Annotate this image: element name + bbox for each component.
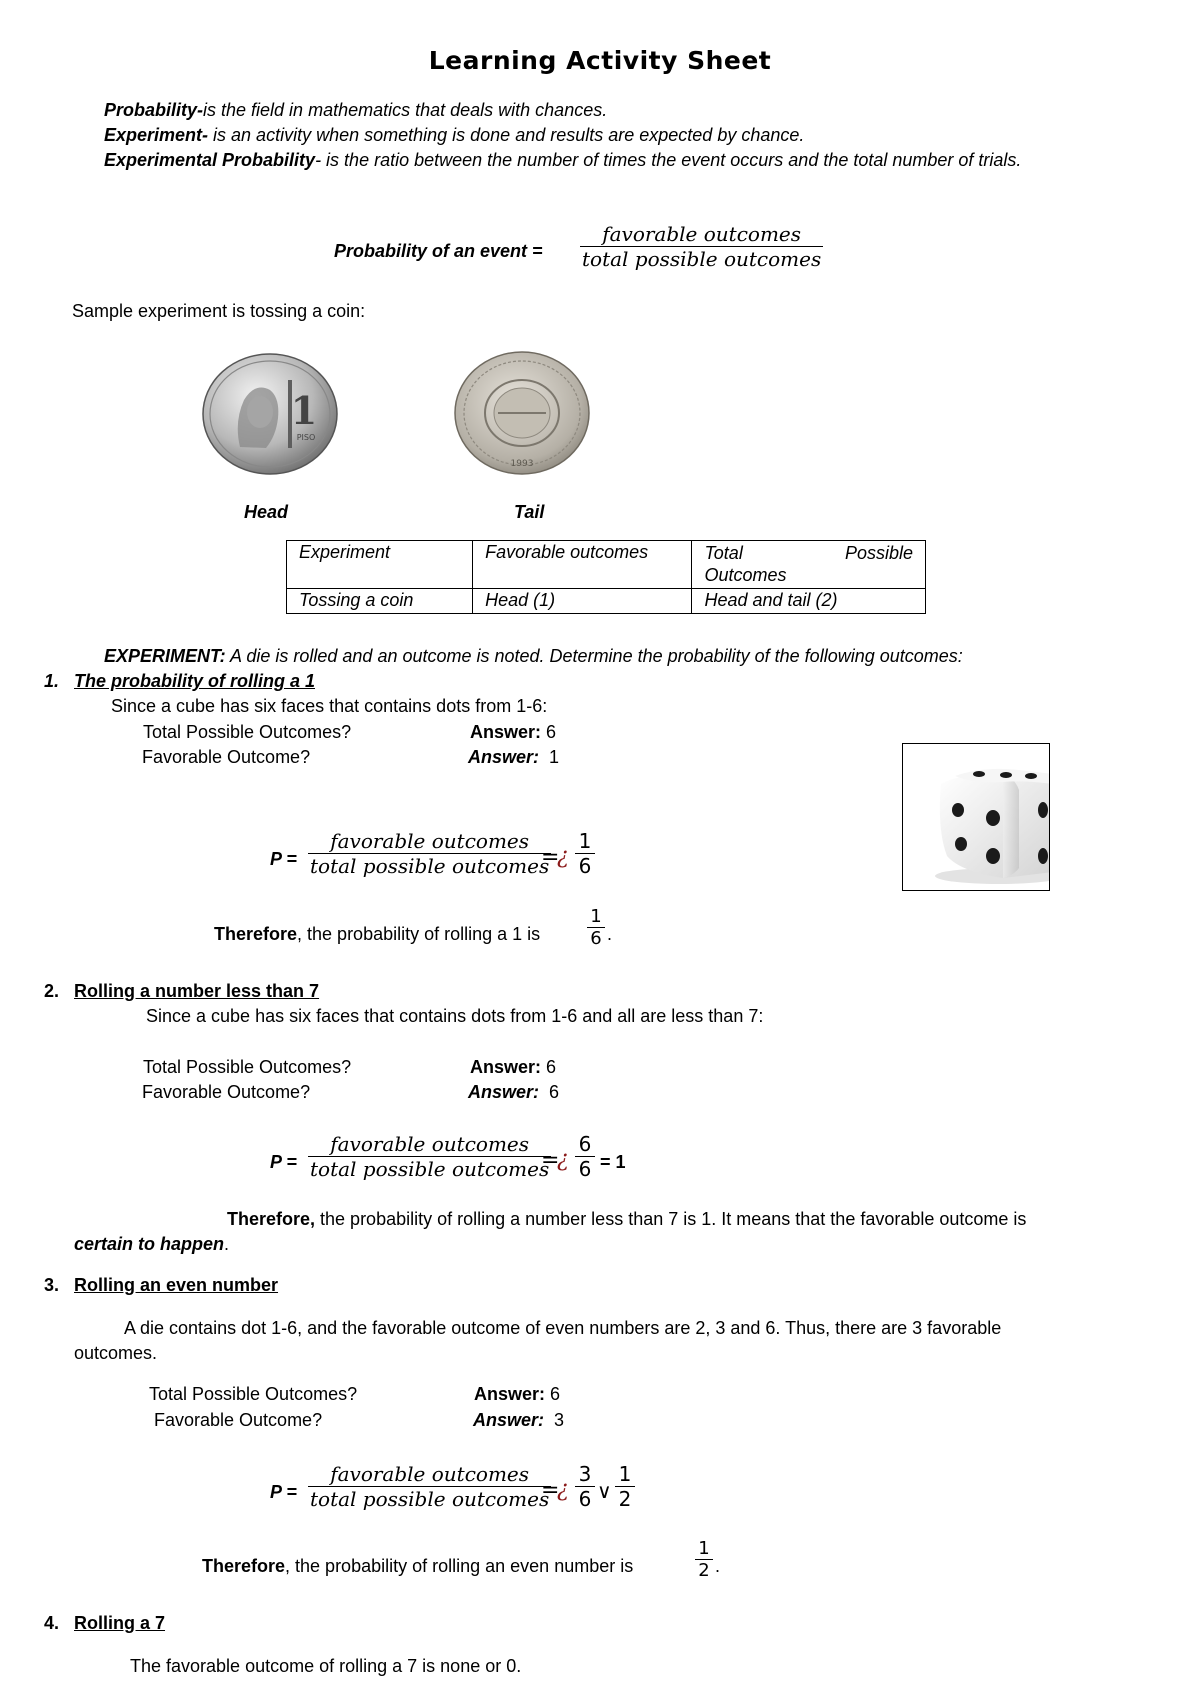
definition-experiment (104, 123, 1134, 148)
answer-favorable (468, 747, 559, 768)
equals-one: = 1 (600, 1152, 626, 1172)
or-symbol: ∨ (597, 1479, 612, 1503)
answer-label: Answer: (470, 1057, 542, 1077)
table-cell: Head (1) (473, 589, 692, 614)
fraction-denominator: 2 (618, 1487, 632, 1511)
answer-label: Answer: (468, 747, 540, 767)
conclusion-text: , the probability of rolling an even number is (285, 1556, 634, 1576)
answer-value: 6 (546, 1057, 557, 1077)
equals-sign: = (541, 1478, 560, 1503)
fraction-numerator: 3 (578, 1462, 592, 1486)
result-fraction-simplified (615, 1462, 635, 1511)
conclusion-bold: Therefore, (227, 1209, 316, 1229)
fraction-denominator: total possible outcomes (310, 1487, 550, 1511)
experiment-label: EXPERIMENT: (104, 646, 226, 666)
conclusion-bold: Therefore (202, 1556, 286, 1576)
table-cell: Tossing a coin (287, 589, 473, 614)
fraction-numerator: favorable outcomes (602, 222, 802, 246)
coin-head-value: 1 (290, 388, 318, 433)
coin-head-image (200, 352, 340, 476)
fraction-denominator: 6 (578, 1157, 592, 1181)
fraction-denominator: total possible outcomes (582, 247, 822, 271)
conclusion-text: , the probability of rolling a 1 is (297, 924, 541, 944)
definition-term: Experimental Probability (104, 150, 316, 170)
fraction-numerator: favorable outcomes (330, 1462, 530, 1486)
equals-sign: = (541, 1148, 560, 1173)
item-intro-line1: A die contains dot 1-6, and the favorable outcome of even numbers are 2, 3 and 6. Thus, there are 3 favorable (124, 1318, 1002, 1338)
main-formula-fraction (580, 222, 823, 271)
experiment-table (286, 540, 926, 614)
conclusion-text: the probability of rolling a number less than 7 is 1. It means that the favorable outcome is (315, 1209, 1027, 1229)
conclusion-emphasis: certain to happen (74, 1234, 225, 1254)
period: . (715, 1556, 721, 1576)
definition-term: Experiment- (104, 125, 209, 145)
table-cell: Head and tail (2) (692, 589, 926, 614)
coin-tail-image (452, 350, 592, 476)
answer-value: 6 (546, 722, 557, 742)
fraction-denominator: total possible outcomes (310, 1157, 550, 1181)
table-header-cell: Favorable outcomes (473, 541, 692, 589)
coin-tail-label: Tail (514, 502, 545, 522)
answer-label: Answer: (470, 722, 542, 742)
question-favorable: Favorable Outcome? (142, 1082, 311, 1102)
answer-label: Answer: (473, 1410, 545, 1430)
coin-head-label: Head (244, 502, 289, 522)
question-favorable: Favorable Outcome? (142, 747, 311, 767)
die-image (903, 744, 1049, 890)
fraction-numerator: favorable outcomes (330, 829, 530, 853)
conclusion (202, 1556, 633, 1577)
table-header-cell: Experiment (287, 541, 473, 589)
experiment-statement (104, 646, 963, 667)
header-word: Total (704, 543, 743, 563)
answer-value: 3 (554, 1410, 565, 1430)
answer-label: Answer: (468, 1082, 540, 1102)
table-row (287, 541, 926, 589)
main-formula-label: Probability of an event = (334, 241, 543, 261)
conclusion (227, 1209, 1026, 1230)
conclusion (214, 924, 540, 945)
conclusion-bold: Therefore (214, 924, 298, 944)
die-image-frame (902, 743, 1050, 891)
fraction-numerator: 1 (618, 1462, 632, 1486)
answer-value: 6 (550, 1384, 561, 1404)
definition-experimental-probability (104, 148, 1134, 173)
header-word: Outcomes (704, 565, 787, 585)
answer-favorable (468, 1082, 559, 1103)
page-title: Learning Activity Sheet (428, 46, 772, 75)
fraction-numerator: 1 (578, 829, 592, 853)
period: . (607, 924, 613, 944)
answer-value: 1 (549, 747, 560, 767)
result-fraction (575, 829, 595, 878)
item-heading: Rolling a number less than 7 (74, 981, 320, 1001)
fraction-numerator: 1 (698, 1538, 710, 1559)
p-label: P = (270, 849, 297, 869)
item-heading: The probability of rolling a 1 (74, 671, 316, 691)
experiment-text: A die is rolled and an outcome is noted. Determine the probability of the following outcomes: (225, 646, 963, 666)
coin-tail-year: 1993 (510, 459, 534, 469)
formula-fraction (308, 1462, 551, 1511)
item-number: 3. (44, 1275, 60, 1295)
result-fraction (575, 1462, 595, 1511)
fraction-denominator: 6 (578, 1487, 592, 1511)
table-row (287, 589, 926, 614)
conclusion-fraction (695, 1538, 713, 1581)
fraction-numerator: 6 (578, 1132, 592, 1156)
sample-text: Sample experiment is tossing a coin: (72, 301, 366, 321)
definition-text: - is the ratio between the number of times the event occurs and the total number of trials. (315, 150, 1022, 170)
answer-total (474, 1384, 560, 1405)
fraction-denominator: 2 (698, 1560, 710, 1581)
item-intro-line2: outcomes. (74, 1343, 158, 1363)
i-glyph: ¿ (557, 1147, 569, 1172)
formula-fraction (308, 829, 551, 878)
conclusion-fraction (587, 906, 605, 949)
result-fraction (575, 1132, 595, 1181)
question-total: Total Possible Outcomes? (149, 1384, 358, 1404)
answer-total (470, 1057, 556, 1078)
item-number: 2. (44, 981, 60, 1001)
item-number: 4. (44, 1613, 60, 1633)
question-total: Total Possible Outcomes? (143, 1057, 352, 1077)
answer-favorable (473, 1410, 564, 1431)
fraction-numerator: favorable outcomes (330, 1132, 530, 1156)
fraction-numerator: 1 (590, 906, 602, 927)
item-intro: Since a cube has six faces that contains dots from 1-6 and all are less than 7: (146, 1006, 764, 1026)
coin-head-unit: PISO (296, 433, 316, 442)
fraction-denominator: total possible outcomes (310, 854, 550, 878)
definition-text: is an activity when something is done and results are expected by chance. (208, 125, 805, 145)
question-favorable: Favorable Outcome? (154, 1410, 323, 1430)
definition-probability (104, 98, 1134, 123)
i-glyph: ¿ (557, 1477, 569, 1502)
answer-total (470, 722, 556, 743)
item-number: 1. (44, 671, 60, 691)
formula-fraction (308, 1132, 551, 1181)
item-heading: Rolling a 7 (74, 1613, 166, 1633)
i-glyph: ¿ (557, 844, 569, 869)
definition-term: Probability- (104, 100, 204, 120)
conclusion-end: certain to happen. (74, 1234, 230, 1254)
p-label: P = (270, 1152, 297, 1172)
answer-value: 6 (549, 1082, 560, 1102)
fraction-denominator: 6 (578, 854, 592, 878)
item-intro: Since a cube has six faces that contains dots from 1-6: (111, 696, 548, 716)
answer-label: Answer: (474, 1384, 546, 1404)
header-word: Possible (844, 543, 913, 563)
equals-sign: = (541, 845, 560, 870)
item-intro: The favorable outcome of rolling a 7 is none or 0. (130, 1656, 522, 1676)
fraction-denominator: 6 (590, 928, 602, 949)
question-total: Total Possible Outcomes? (143, 722, 352, 742)
p-label: P = (270, 1482, 297, 1502)
definition-text: is the field in mathematics that deals with chances. (203, 100, 608, 120)
item-heading: Rolling an even number (74, 1275, 279, 1295)
table-header-cell (692, 541, 926, 589)
